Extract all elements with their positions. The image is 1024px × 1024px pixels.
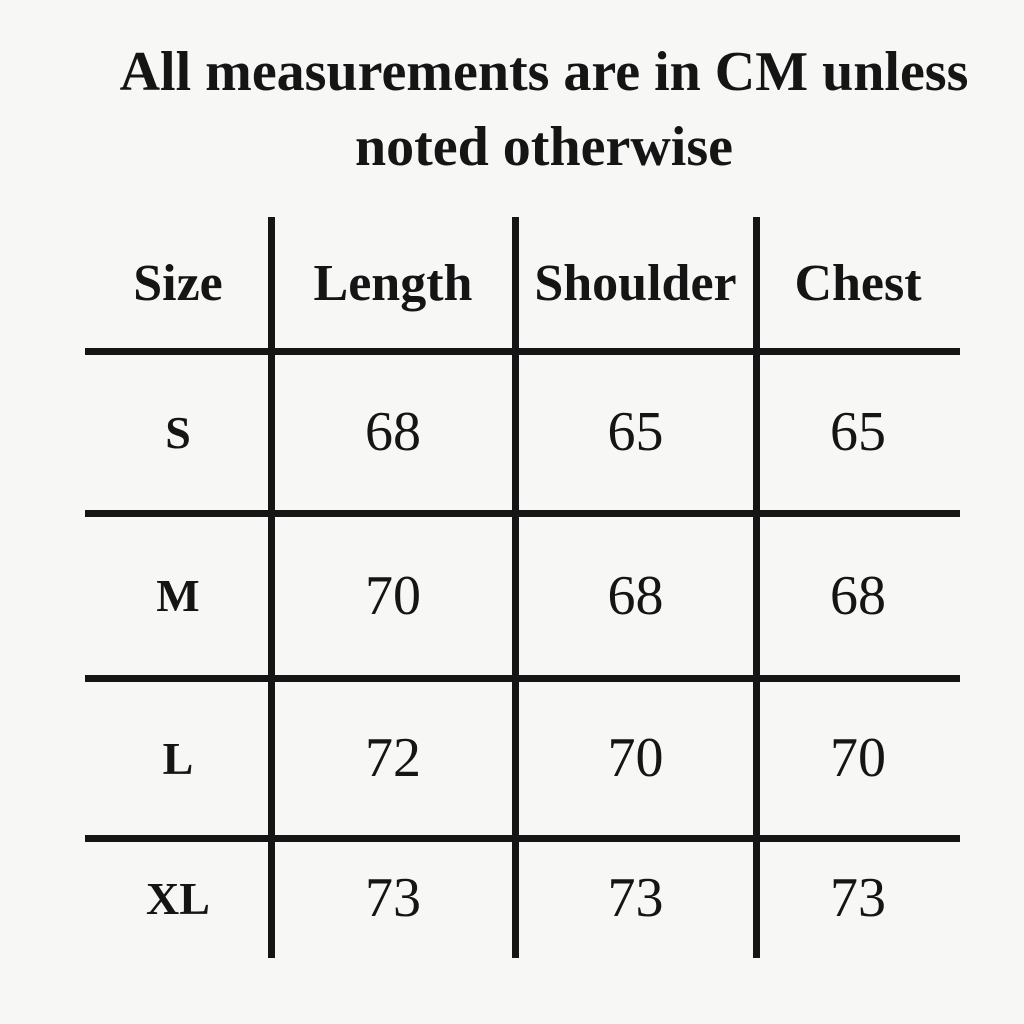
size-measurements-table (85, 216, 960, 958)
row-xl-size-label: XL (146, 872, 210, 924)
page-title-line-2: noted otherwise (355, 116, 733, 178)
column-header-chest: Chest (794, 255, 922, 312)
row-xl-length-value: 73 (365, 867, 421, 929)
row-m-shoulder-value: 68 (607, 564, 664, 627)
row-xl-shoulder-value: 73 (607, 867, 664, 929)
row-xl-chest-value: 73 (830, 867, 886, 929)
row-divider-m-l (85, 675, 960, 682)
row-l-size-label: L (162, 732, 194, 784)
column-header-size: Size (133, 255, 223, 312)
row-l-length-value: 72 (365, 727, 421, 789)
row-l-chest-value: 70 (830, 727, 886, 789)
row-m-size-label: M (156, 570, 200, 621)
table-cells (85, 216, 960, 958)
row-l-shoulder-value: 70 (607, 727, 664, 789)
column-divider-2 (512, 217, 519, 958)
column-divider-1 (268, 217, 275, 958)
row-s-size-label: S (165, 406, 191, 458)
column-header-length: Length (313, 255, 473, 312)
page-title-line-1: All measurements are in CM unless (119, 41, 969, 103)
row-s-shoulder-value: 65 (607, 401, 664, 463)
row-s-chest-value: 65 (830, 401, 886, 463)
column-divider-3 (753, 217, 760, 958)
row-s-length-value: 68 (365, 401, 421, 463)
row-divider-s-m (85, 510, 960, 517)
page-title (32, 35, 1024, 185)
row-m-length-value: 70 (365, 564, 421, 627)
row-divider-header (85, 348, 960, 355)
row-divider-l-xl (85, 835, 960, 842)
row-m-chest-value: 68 (830, 564, 886, 627)
column-header-shoulder: Shoulder (534, 255, 737, 312)
